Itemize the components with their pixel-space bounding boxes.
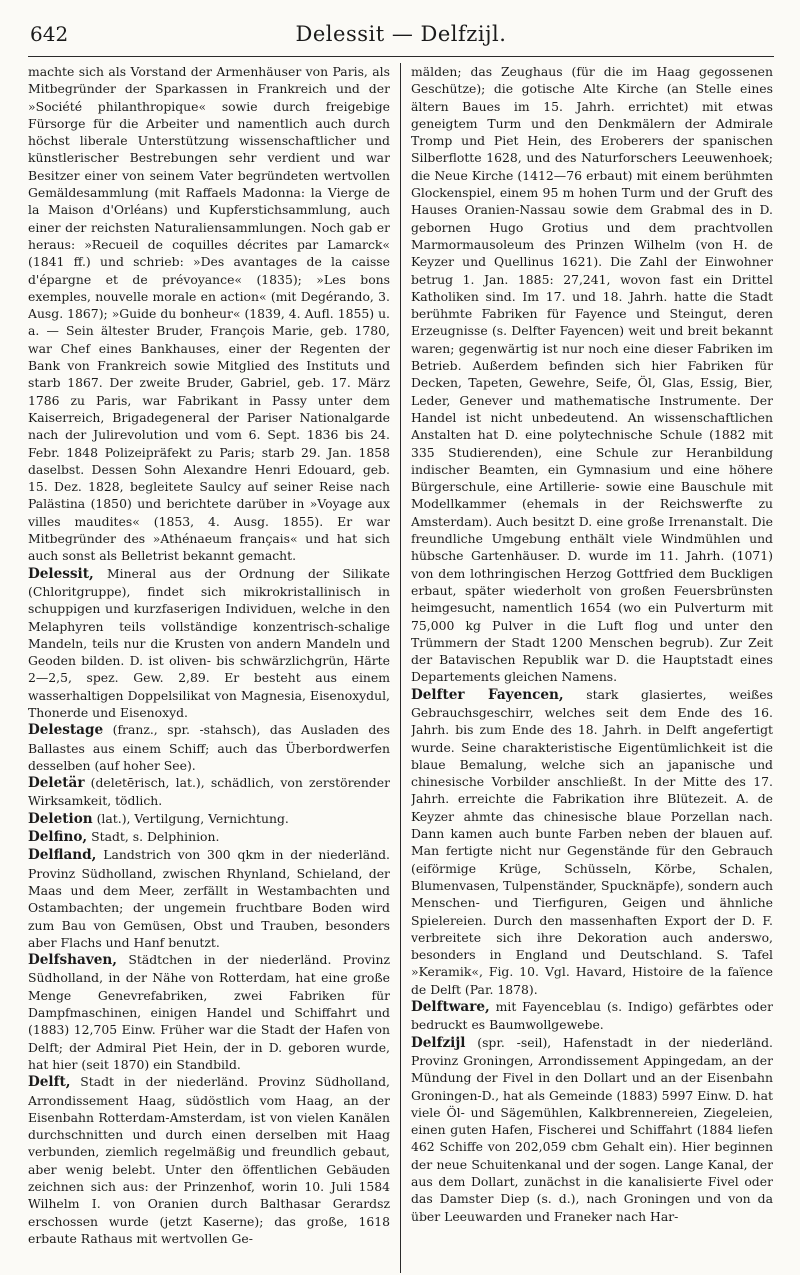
entry-headword: Deletion xyxy=(28,810,93,827)
right-column xyxy=(411,63,773,1273)
entry-text: (deletērisch, lat.), schädlich, von zerstörender Wirksamkeit, tödlich. xyxy=(28,775,390,809)
dictionary-entry xyxy=(28,810,390,828)
dictionary-entry xyxy=(411,998,773,1034)
entry-headword: Delfshaven, xyxy=(28,952,117,969)
dictionary-entry xyxy=(28,951,390,1073)
entry-headword: Delessit, xyxy=(28,565,94,582)
column-divider xyxy=(400,63,401,1273)
dictionary-entry xyxy=(28,1073,390,1247)
page-number: 642 xyxy=(30,22,69,46)
entry-headword: Delfino, xyxy=(28,829,88,846)
entry-text: Landstrich von 300 qkm in der niederländ. Provinz Südholland, zwischen Rhynland, Schieland, der Maas und dem Meer, zerfällt in Westambachten und Ostambachten; der ungemein fruchtbare Boden wird zum Bau von Gemüsen, Obst und Trauben, besonders aber Flachs und Hanf benutzt. xyxy=(28,847,390,950)
entry-text: Mineral aus der Ordnung der Silikate (Chloritgruppe), findet sich mikrokristallinisch in schuppigen und kurzfaserigen Individuen, welche in den Melaphyren teils vollständige konzentrisch-schalige Mandeln, teils nur die Krusten von andern Mandeln und Geoden bilden. D. ist oliven- bis schwärzlichgrün, Härte 2—2,5, spez. Gew. 2,89. Er besteht aus einem wasserhaltigen Doppelsilikat von Magnesia, Eisenoxydul, Thonerde und Eisenoxyd. xyxy=(28,565,390,720)
entry-headword: Delestage xyxy=(28,722,104,739)
entry-text: Stadt in der niederländ. Provinz Südholland, Arrondissement Haag, südöstlich vom Haag, an der Eisenbahn Rotterdam-Amsterdam, ist von vielen Kanälen durchschnitten und durch einen derselben mit Haag verbunden, ziemlich regelmäßig und freundlich gebaut, aber wenig belebt. Unter den öffentlichen Gebäuden zeichnen sich aus: der Prinzenhof, worin 10. Juli 1584 Wilhelm I. von Oranien durch Balthasar Gerardsz erschossen wurde (jetzt Kaserne); das große, 1618 erbaute Rathaus mit wertvollen Ge- xyxy=(28,1074,390,1246)
entry-text: mälden; das Zeughaus (für die im Haag gegossenen Geschütze); die gotische Alte Kirche (an Stelle eines ältern Baues im 15. Jahrh. errichtet) mit etwas geneigtem Turm und den Denkmälern der Admirale Tromp und Piet Hein, des Eroberers der spanischen Silberflotte 1628, und des Naturforschers Leeuwenhoek; die Neue Kirche (1412—76 erbaut) mit einem berühmten Glockenspiel, einem 95 m hohen Turm und der Gruft des Hauses Oranien-Nassau sowie dem Grabmal des in D. gebornen Hugo Grotius und dem prachtvollen Marmormausoleum des Prinzen Wilhelm (von H. de Keyzer und Quellinus 1621). Die Zahl der Einwohner betrug 1. Jan. 1885: 27,241, wovon fast ein Drittel Katholiken sind. Im 17. und 18. Jahrh. hatte die Stadt berühmte Fabriken für Fayence und Steingut, deren Erzeugnisse (s. Delfter Fayencen) weit und breit bekannt waren; gegenwärtig ist nur noch eine dieser Fabriken im Betrieb. Außerdem befinden sich hier Fabriken für Decken, Tapeten, Gewehre, Seife, Öl, Glas, Essig, Bier, Leder, Genever und mathematische Instrumente. Der Handel ist nicht unbedeutend. An wissenschaftlichen Anstalten hat D. eine polytechnische Schule (1882 mit 335 Studierenden), eine Schule zur Heranbildung indischer Beamten, ein Gymnasium und eine höhere Bürgerschule, eine Artillerie- sowie eine Bauschule mit Modellkammer (ehemals in der Reichswerfte zu Amsterdam). Auch besitzt D. eine große Irrenanstalt. Die freundliche Umgebung enthält viele Windmühlen und hübsche Gartenhäuser. D. wurde im 11. Jahrh. (1071) von dem lothringischen Herzog Gottfried dem Buckligen erbaut, später wiederholt von großen Feuersbrünsten heimgesucht, namentlich 1654 (wo ein Pulverturm mit 75,000 kg Pulver in die Luft flog und unter den Trümmern der Stadt 1200 Menschen begrub). Zur Zeit der Batavischen Republik war D. die Hauptstadt eines Departements gleichen Namens. xyxy=(411,64,773,685)
entry-headword: Delft, xyxy=(28,1074,71,1091)
entry-headword: Deletär xyxy=(28,775,85,792)
dictionary-entry xyxy=(411,63,773,686)
entry-text: (lat.), Vertilgung, Vernichtung. xyxy=(92,810,289,826)
entry-text: Städtchen in der niederländ. Provinz Südholland, in der Nähe von Rotterdam, hat eine große Menge Genevrefabriken, zwei Fabriken für Dampfmaschinen, einigen Handel und Schiffahrt und (1883) 12,705 Einw. Früher war die Stadt der Hafen von Delft; der Admiral Piet Hein, der in D. geboren wurde, hat hier (seit 1870) ein Standbild. xyxy=(28,952,390,1072)
entry-text: Stadt, s. Delphinion. xyxy=(87,829,220,845)
dictionary-entry xyxy=(28,846,390,951)
running-title: Delessit — Delfzijl. xyxy=(295,22,507,46)
entry-text: (spr. -seil), Hafenstadt in der niederländ. Provinz Groningen, Arrondissement Appingedam, an der Mündung der Fivel in den Dollart und an der Eisenbahn Groningen-D., hat als Gemeinde (1883) 5997 Einw. D. hat viele Öl- und Sägemühlen, Kalkbrennereien, Ziegeleien, einen guten Hafen, Fischerei und Schiffahrt (1884 liefen 462 Schiffe von 202,059 cbm Gehalt ein). Hier beginnen der neue Schuitenkanal und der sogen. Lange Kanal, der aus dem Dollart, zunächst in die kanalisierte Fivel oder das Damster Diep (s. d.), nach Groningen und von da über Leeuwarden und Franeker nach Har- xyxy=(411,1034,773,1224)
entry-headword: Delftware, xyxy=(411,999,490,1016)
dictionary-entry xyxy=(28,721,390,774)
entry-headword: Delfzijl xyxy=(411,1034,466,1051)
entry-text: (franz., spr. -stahsch), das Ausladen des Ballastes aus einem Schiff; auch das Überbordwerfen desselben (auf hoher See). xyxy=(28,722,390,773)
entry-headword: Delfland, xyxy=(28,847,97,864)
dictionary-entry xyxy=(28,63,390,565)
entry-headword: Delfter Fayencen, xyxy=(411,686,564,703)
left-column xyxy=(28,63,390,1273)
dictionary-entry xyxy=(411,686,773,998)
entry-text: mit Fayenceblau (s. Indigo) gefärbtes oder bedruckt es Baumwollgewebe. xyxy=(411,999,773,1033)
entry-text: machte sich als Vorstand der Armenhäuser von Paris, als Mitbegründer der Sparkassen in Frankreich und der »Société philanthropique« sowie durch freigebige Fürsorge für die Arbeiter und namentlich auch durch höchst liberale Unterstützung wissenschaftlicher und künstlerischer Bestrebungen sehr verdient und war Besitzer einer von seinem Vater begründeten wertvollen Gemäldesammlung (mit Raffaels Madonna: la Vierge de la Maison d'Orléans) und Kupferstichsammlung, auch einer der reichsten Naturaliensammlungen. Noch gab er heraus: »Recueil de coquilles décrites par Lamarck« (1841 ff.) und schrieb: »Des avantages de la caisse d'épargne et de prévoyance« (1835); »Les bons exemples, nouvelle morale en action« (mit Degérando, 3. Ausg. 1867); »Guide du bonheur« (1839, 4. Aufl. 1855) u. a. — Sein ältester Bruder, François Marie, geb. 1780, war Chef eines Bankhauses, einer der Regenten der Bank von Frankreich sowie Mitglied des Instituts und starb 1867. Der zweite Bruder, Gabriel, geb. 17. März 1786 zu Paris, war Fabrikant in Passy unter dem Kaiserreich, Brigadegeneral der Pariser Nationalgarde nach der Julirevolution und vom 6. Sept. 1836 bis 24. Febr. 1848 Polizeipräfekt zu Paris; starb 29. Jan. 1858 daselbst. Dessen Sohn Alexandre Henri Edouard, geb. 15. Dez. 1828, begleitete Saulcy auf seiner Reise nach Palästina (1850) und berichtete darüber in »Voyage aux villes maudites« (1853, 4. Ausg. 1855). Er war Mitbegründer des »Athénaeum français« und hat sich auch sonst als Belletrist bekannt gemacht. xyxy=(28,64,390,564)
dictionary-entry xyxy=(411,1034,773,1225)
text-columns xyxy=(28,63,774,1273)
page-header xyxy=(28,18,774,57)
dictionary-entry xyxy=(28,828,390,846)
dictionary-entry xyxy=(28,565,390,722)
dictionary-entry xyxy=(28,774,390,810)
entry-text: stark glasiertes, weißes Gebrauchsgeschirr, welches seit dem Ende des 16. Jahrh. bis zum Ende des 18. Jahrh. in Delft angefertigt wurde. Seine charakteristische Eigentümlichkeit ist die blaue Bemalung, welche sich an japanische und chinesische Vorbilder anschließt. In der Mitte des 17. Jahrh. erreichte die Fabrikation ihre Blütezeit. A. de Keyzer ahmte das chinesische blaue Porzellan nach. Dann kamen auch bunte Farben neben der blauen auf. Man fertigte nicht nur Gegenstände für den Gebrauch (eiförmige Krüge, Schüsseln, Körbe, Schalen, Blumenvasen, Tulpenständer, Spucknäpfe), sondern auch Menschen- und Tierfiguren, Geigen und ähnliche Spielereien. Durch den massenhaften Export der D. F. verbreitete sich ihre Dekoration auch anderswo, besonders in England und Deutschland. S. Tafel »Keramik«, Fig. 10. Vgl. Havard, Histoire de la faïence de Delft (Par. 1878). xyxy=(411,686,773,997)
